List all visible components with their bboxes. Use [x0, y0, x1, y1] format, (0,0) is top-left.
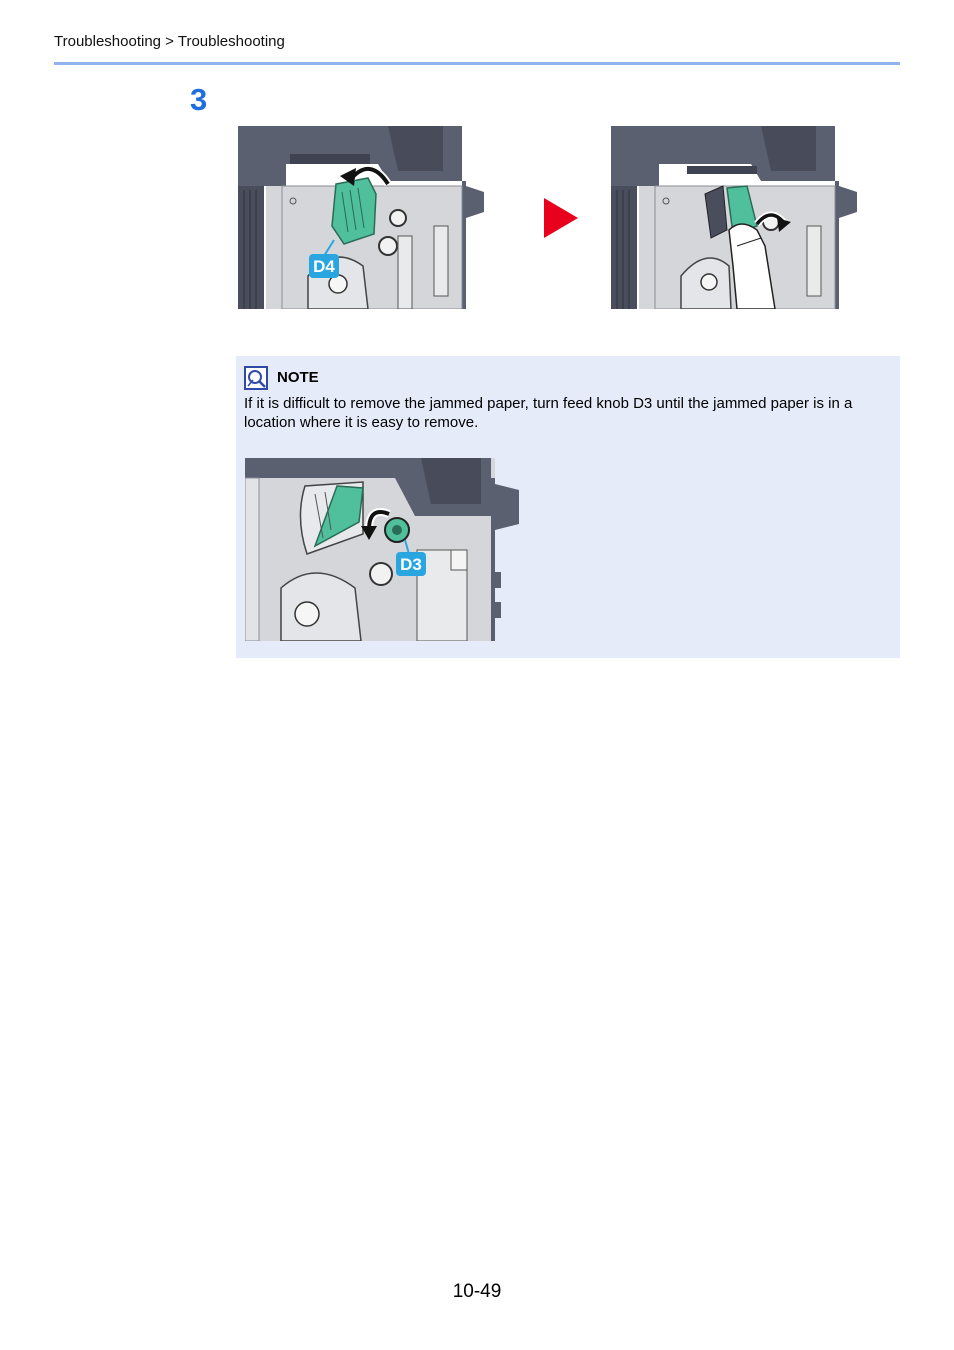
note-title: NOTE [277, 369, 319, 386]
note-text: If it is difficult to remove the jammed paper, turn feed knob D3 until the jammed paper is in a location where it is easy to remove. [244, 395, 853, 431]
step-number: 3 [190, 82, 208, 117]
callout-d4: D4 [313, 257, 335, 276]
breadcrumb: Troubleshooting > Troubleshooting [54, 33, 285, 50]
callout-d3: D3 [400, 555, 422, 574]
next-step-arrow-icon [544, 198, 578, 243]
header-divider [54, 62, 900, 65]
illustration-remove-paper [611, 126, 861, 309]
illustration-open-guide-d4 [238, 126, 488, 309]
page-number: 10-49 [452, 1281, 502, 1302]
illustration-feed-knob-d3 [245, 458, 520, 641]
note-icon [244, 366, 268, 395]
